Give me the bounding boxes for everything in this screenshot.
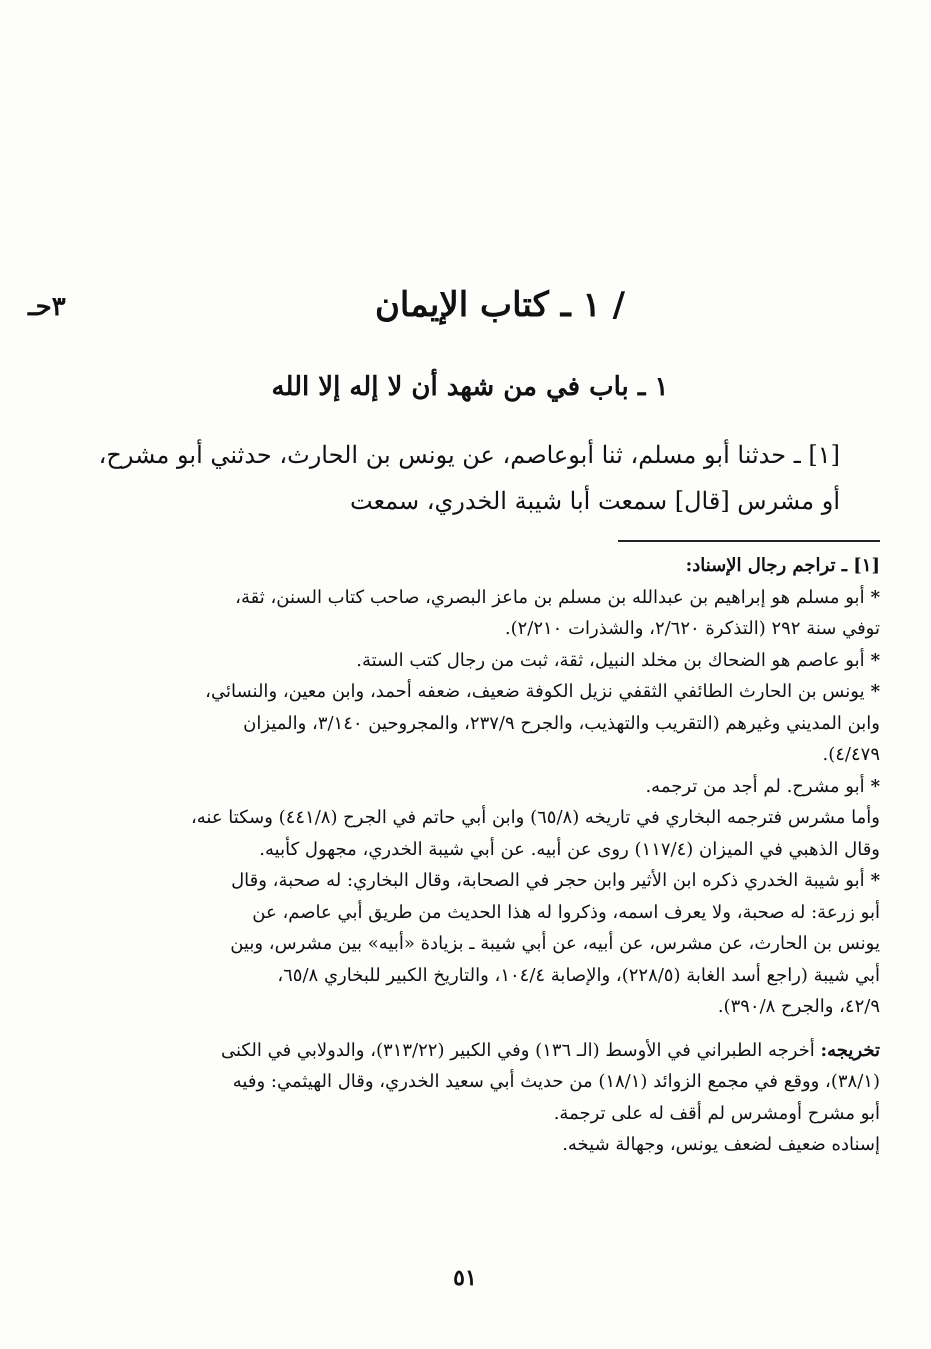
note-line: أبو زرعة: له صحبة، ولا يعرف اسمه، وذكروا له هذا الحديث من طريق أبي عاصم، عن [252,901,880,923]
note-text: أبو مسلم هو إبراهيم بن عبدالله بن مسلم بن ماعز البصري، صاحب كتاب السنن، ثقة، [235,586,865,608]
takhrij-text: أخرجه الطبراني في الأوسط (الـ ١٣٦) وفي الكبير (٣١٣/٢٢)، والدولابي في الكنى [220,1039,821,1061]
chapter-title: ١ ـ باب في من شهد أن لا إله إلا الله [271,372,669,402]
takhrij-label: تخريجه: [820,1039,880,1061]
page-number: ٥١ [453,1265,477,1291]
takhrij-line [80,1035,880,1067]
margin-note: ٣حـ [28,292,66,322]
note-line: ٤/٤٧٩). [822,744,880,765]
note-line [80,676,880,708]
footnote-divider [618,540,880,542]
note-line: توفي سنة ٢٩٢ (التذكرة ٢/٦٢٠، والشذرات ٢/٢١٠). [504,618,880,639]
note-line [80,771,880,803]
spacer [80,1023,880,1035]
footnote-heading: [١] ـ تراجم رجال الإسناد: [685,555,880,576]
hadith-text [70,432,840,524]
note-text: أبو مشرح. لم أجد من ترجمه. [645,775,865,797]
hadith-line: أو مشرس [قال] سمعت أبا شيبة الخدري، سمعت [350,487,840,515]
note-text: يونس بن الحارث الطائفي الثقفي نزيل الكوفة ضعيف، ضعفه أحمد، وابن معين، والنسائي، [205,681,865,702]
note-line: ٤٢/٩، والجرح ٣٩٠/٨). [717,996,880,1017]
bullet-star: * [870,775,880,797]
note-text: أبو عاصم هو الضحاك بن مخلد النبيل، ثقة، ثبت من رجال كتب الستة. [356,649,865,671]
bullet-star: * [870,586,880,608]
note-line: يونس بن الحارث، عن مشرس، عن أبيه، عن أبي شيبة ـ بزيادة «أبيه» بين مشرس، وبين [230,933,880,954]
note-line: وأما مشرس فترجمه البخاري في تاريخه (٦٥/٨) وابن أبي حاتم في الجرح (٤٤١/٨) وسكتا عنه، [190,807,880,828]
takhrij-line: (٣٨/١)، ووقع في مجمع الزوائد (١٨/١) من حديث أبي سعيد الخدري، وقال الهيثمي: وفيه [232,1071,880,1092]
note-line [80,865,880,897]
bullet-star: * [870,649,880,671]
footnotes [80,550,880,1161]
note-line: أبي شيبة (راجع أسد الغابة (٢٢٨/٥)، والإصابة ١٠٤/٤، والتاريخ الكبير للبخاري ٦٥/٨، [277,964,880,986]
note-line: وقال الذهبي في الميزان (١١٧/٤) روى عن أبيه. عن أبي شيبة الخدري، مجهول كأبيه. [259,838,880,860]
takhrij-line: إسناده ضعيف لضعف يونس، وجهالة شيخه. [562,1134,880,1155]
hadith-line: [١] ـ حدثنا أبو مسلم، ثنا أبوعاصم، عن يونس بن الحارث، حدثني أبو مشرح، [98,441,840,469]
book-title: / ١ ـ كتاب الإيمان [374,285,626,325]
bullet-star: * [870,870,880,891]
takhrij-line: أبو مشرح أومشرس لم أقف له على ترجمة. [553,1102,880,1124]
note-line: وابن المديني وغيرهم (التقريب والتهذيب، والجرح ٢٣٧/٩، والمجروحين ٣/١٤٠، والميزان [243,712,880,734]
note-line [80,645,880,677]
bullet-star: * [870,681,880,702]
note-line [80,582,880,614]
note-text: أبو شيبة الخدري ذكره ابن الأثير وابن حجر في الصحابة، وقال البخاري: له صحبة، وقال [231,870,865,891]
